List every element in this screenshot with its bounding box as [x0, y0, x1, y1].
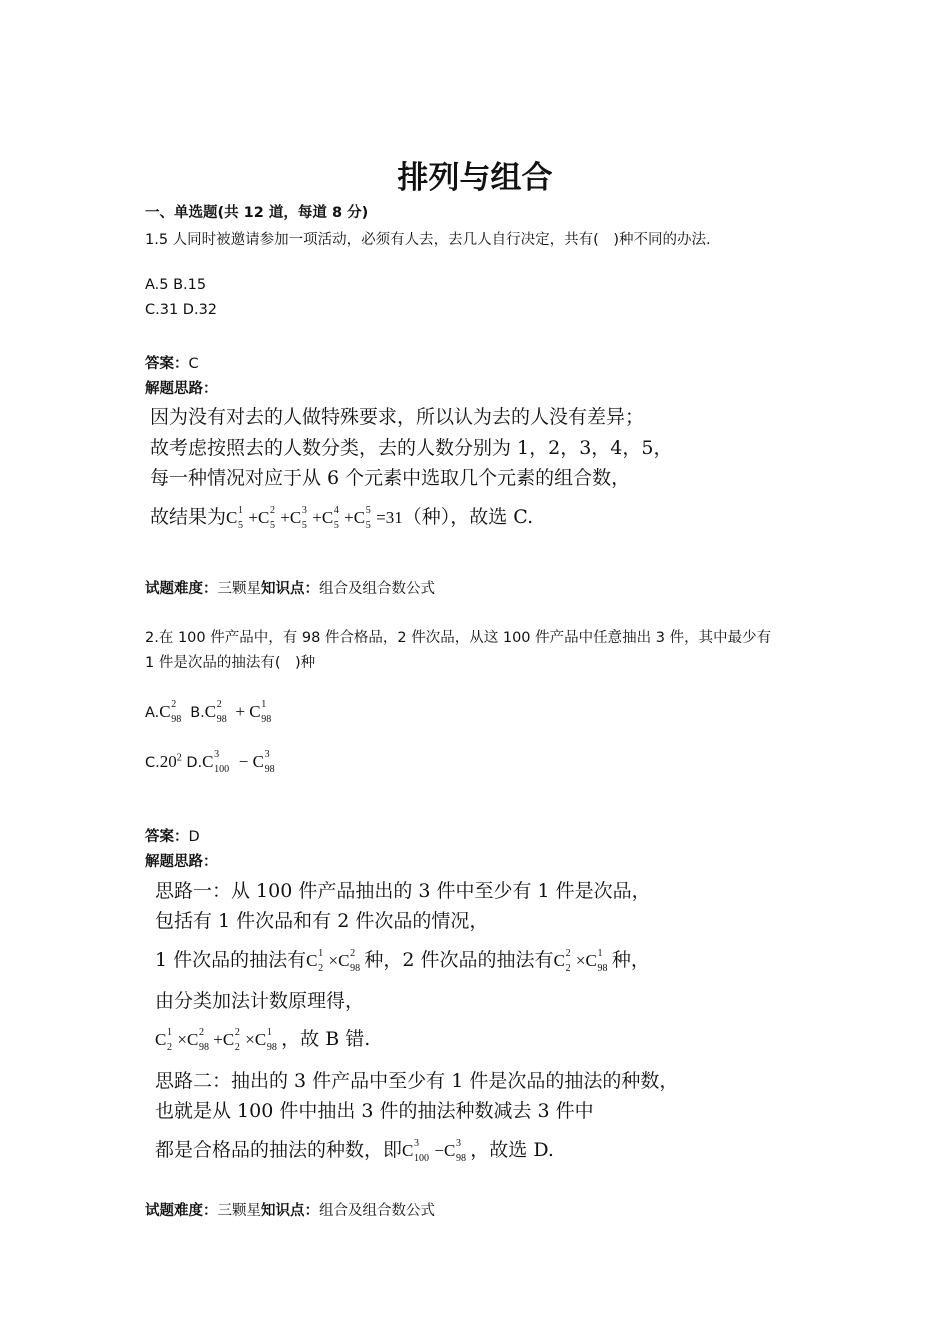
q1-solution-line-4-prefix: 故结果为 [150, 506, 227, 528]
q2-answer-value: D [188, 829, 200, 845]
q1-knowledge-label: 知识点： [261, 581, 319, 597]
q1-solution-line-3: 每一种情况对应于从 6 个元素中选取几个元素的组合数， [150, 467, 631, 489]
q2-formula-sum: C 1 2 ×C 2 98 +C 2 2 ×C 1 98 [155, 1027, 277, 1053]
q1-difficulty: 三颗星 [217, 581, 261, 597]
q2-solution-line-1: 思路一：从 100 件产品抽出的 3 件中至少有 1 件是次品， [155, 880, 651, 902]
q2-solution-line-8-suffix: ，故选 D. [470, 1139, 554, 1161]
q2-analysis-label: 解题思路： [145, 854, 218, 870]
q2-stem-line-1: 2.在 100 件产品中，有 98 件合格品，2 件次品，从这 100 件产品中任意抽出 3 件，其中最少有 [145, 630, 772, 646]
q2-formula-two-defective: C 2 2 ×C 1 98 [553, 948, 608, 974]
q1-analysis-label: 解题思路： [145, 381, 218, 397]
q1-difficulty-label: 试题难度： [145, 581, 218, 597]
q2-formula-final: C 3 100 −C 3 98 [402, 1138, 466, 1164]
q1-options-row1: A.5 B.15 [145, 277, 207, 293]
q2-solution-line-3-b: 种，2 件次品的抽法有 [364, 949, 554, 971]
page-title: 排列与组合 [397, 160, 553, 196]
q2-solution-line-8 [155, 1135, 554, 1162]
q2-option-a-formula: C 2 98 [159, 699, 182, 725]
q2-knowledge-label: 知识点： [261, 1203, 319, 1219]
q2-option-d-label: D. [186, 755, 203, 771]
section-heading: 一、单选题(共 12 道，每道 8 分) [145, 205, 369, 221]
q2-solution-line-7: 也就是从 100 件中抽出 3 件的抽法种数减去 3 件中 [155, 1100, 594, 1122]
q2-solution-line-8-prefix: 都是合格品的抽法的种数，即 [155, 1139, 403, 1161]
q2-formula-one-defective: C 1 2 ×C 2 98 [306, 948, 361, 974]
q2-options-row2 [145, 749, 279, 775]
q2-option-b-formula: C 2 98 + C 1 98 [204, 699, 272, 725]
q1-solution-line-4-suffix: （种），故选 C. [402, 506, 534, 528]
q1-answer-label: 答案： [145, 356, 189, 372]
q2-meta [145, 1199, 435, 1220]
q2-options-row1 [145, 699, 276, 725]
q2-answer [145, 825, 200, 846]
q2-solution-line-2: 包括有 1 件次品和有 2 件次品的情况， [155, 910, 489, 932]
q1-knowledge: 组合及组合数公式 [319, 581, 435, 597]
q1-answer-value: C [188, 356, 199, 372]
q2-knowledge: 组合及组合数公式 [319, 1203, 435, 1219]
q1-sum-formula: C 1 5 +C 2 5 +C 3 5 +C 4 5 +C 5 5 =31 [226, 505, 403, 531]
q2-answer-label: 答案： [145, 829, 189, 845]
q2-solution-line-4: 由分类加法计数原理得， [155, 990, 365, 1012]
q2-solution-line-6: 思路二：抽出的 3 件产品中至少有 1 件是次品的抽法的种数， [155, 1070, 679, 1092]
q1-answer [145, 352, 199, 373]
q2-difficulty-label: 试题难度： [145, 1203, 218, 1219]
q2-solution-line-5-suffix: ，故 B 错. [281, 1028, 371, 1050]
q2-difficulty: 三颗星 [217, 1203, 261, 1219]
q2-solution-line-3-a: 1 件次品的抽法有 [155, 949, 307, 971]
q2-stem-line-2: 1 件是次品的抽法有( )种 [145, 655, 316, 671]
q2-solution-line-3-c: 种， [611, 949, 650, 971]
q1-options-row2: C.31 D.32 [145, 302, 218, 318]
q1-solution-line-4 [150, 502, 533, 529]
q2-solution-line-5 [155, 1024, 370, 1051]
q2-option-b-label: B. [190, 705, 205, 721]
q2-option-d-formula: C 3 100 − C 3 98 [202, 749, 275, 775]
q1-meta [145, 577, 435, 598]
q2-solution-line-3 [155, 945, 650, 972]
q2-option-c-formula: $20^2$ [159, 752, 182, 771]
q1-stem: 1.5 人同时被邀请参加一项活动，必须有人去，去几人自行决定，共有( )种不同的办法. [145, 232, 711, 248]
q2-option-a-label: A. [145, 705, 160, 721]
q2-option-c-label: C. [145, 755, 160, 771]
q1-solution-line-1: 因为没有对去的人做特殊要求，所以认为去的人没有差异； [150, 406, 645, 428]
q1-solution-line-2: 故考虑按照去的人数分类，去的人数分别为 1，2，3，4，5， [150, 437, 673, 459]
